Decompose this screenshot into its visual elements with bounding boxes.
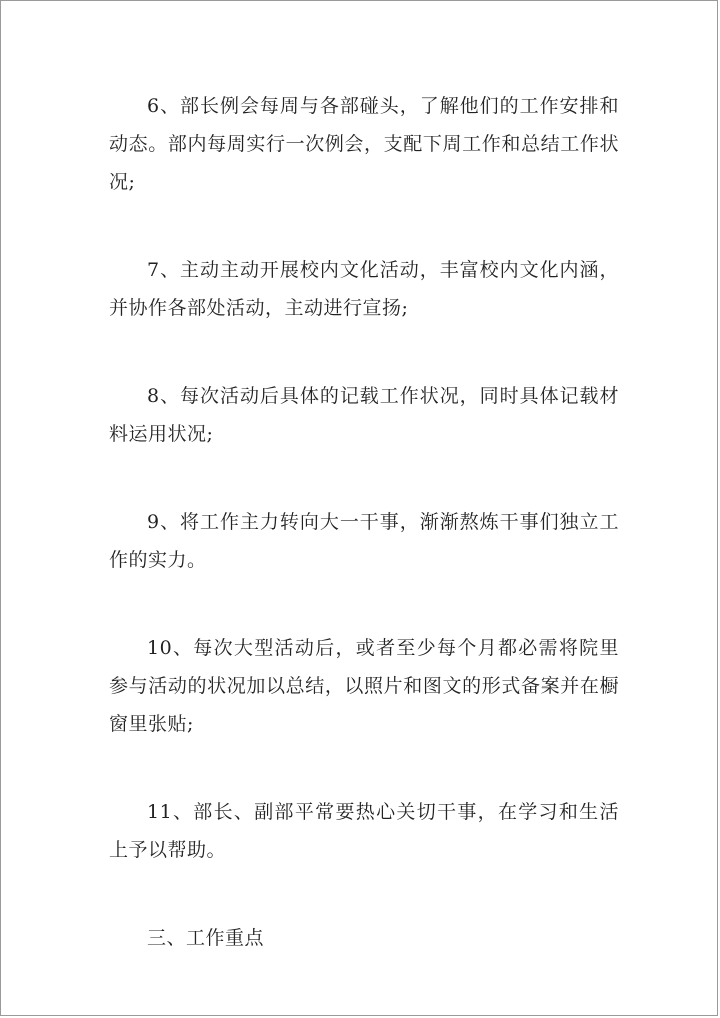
section-heading: 三、工作重点 [147, 927, 265, 949]
paragraph-item-10: 10、每次大型活动后，或者至少每个月都必需将院里参与活动的状况加以总结，以照片和图文的形式备案并在橱窗里张贴; [109, 637, 619, 735]
document-body [109, 87, 619, 957]
paragraph-item-11: 11、部长、副部平常要热心关切干事，在学习和生活上予以帮助。 [109, 801, 619, 861]
paragraph-item-7: 7、主动主动开展校内文化活动，丰富校内文化内涵，并协作各部处活动，主动进行宣扬; [109, 259, 619, 319]
paragraph-item-9: 9、将工作主力转向大一干事，渐渐熬炼干事们独立工作的实力。 [109, 511, 619, 571]
paragraph-item-8: 8、每次活动后具体的记载工作状况，同时具体记载材料运用状况; [109, 385, 619, 445]
paragraph-item-6: 6、部长例会每周与各部碰头，了解他们的工作安排和动态。部内每周实行一次例会，支配下周工作和总结工作状况; [109, 95, 619, 193]
